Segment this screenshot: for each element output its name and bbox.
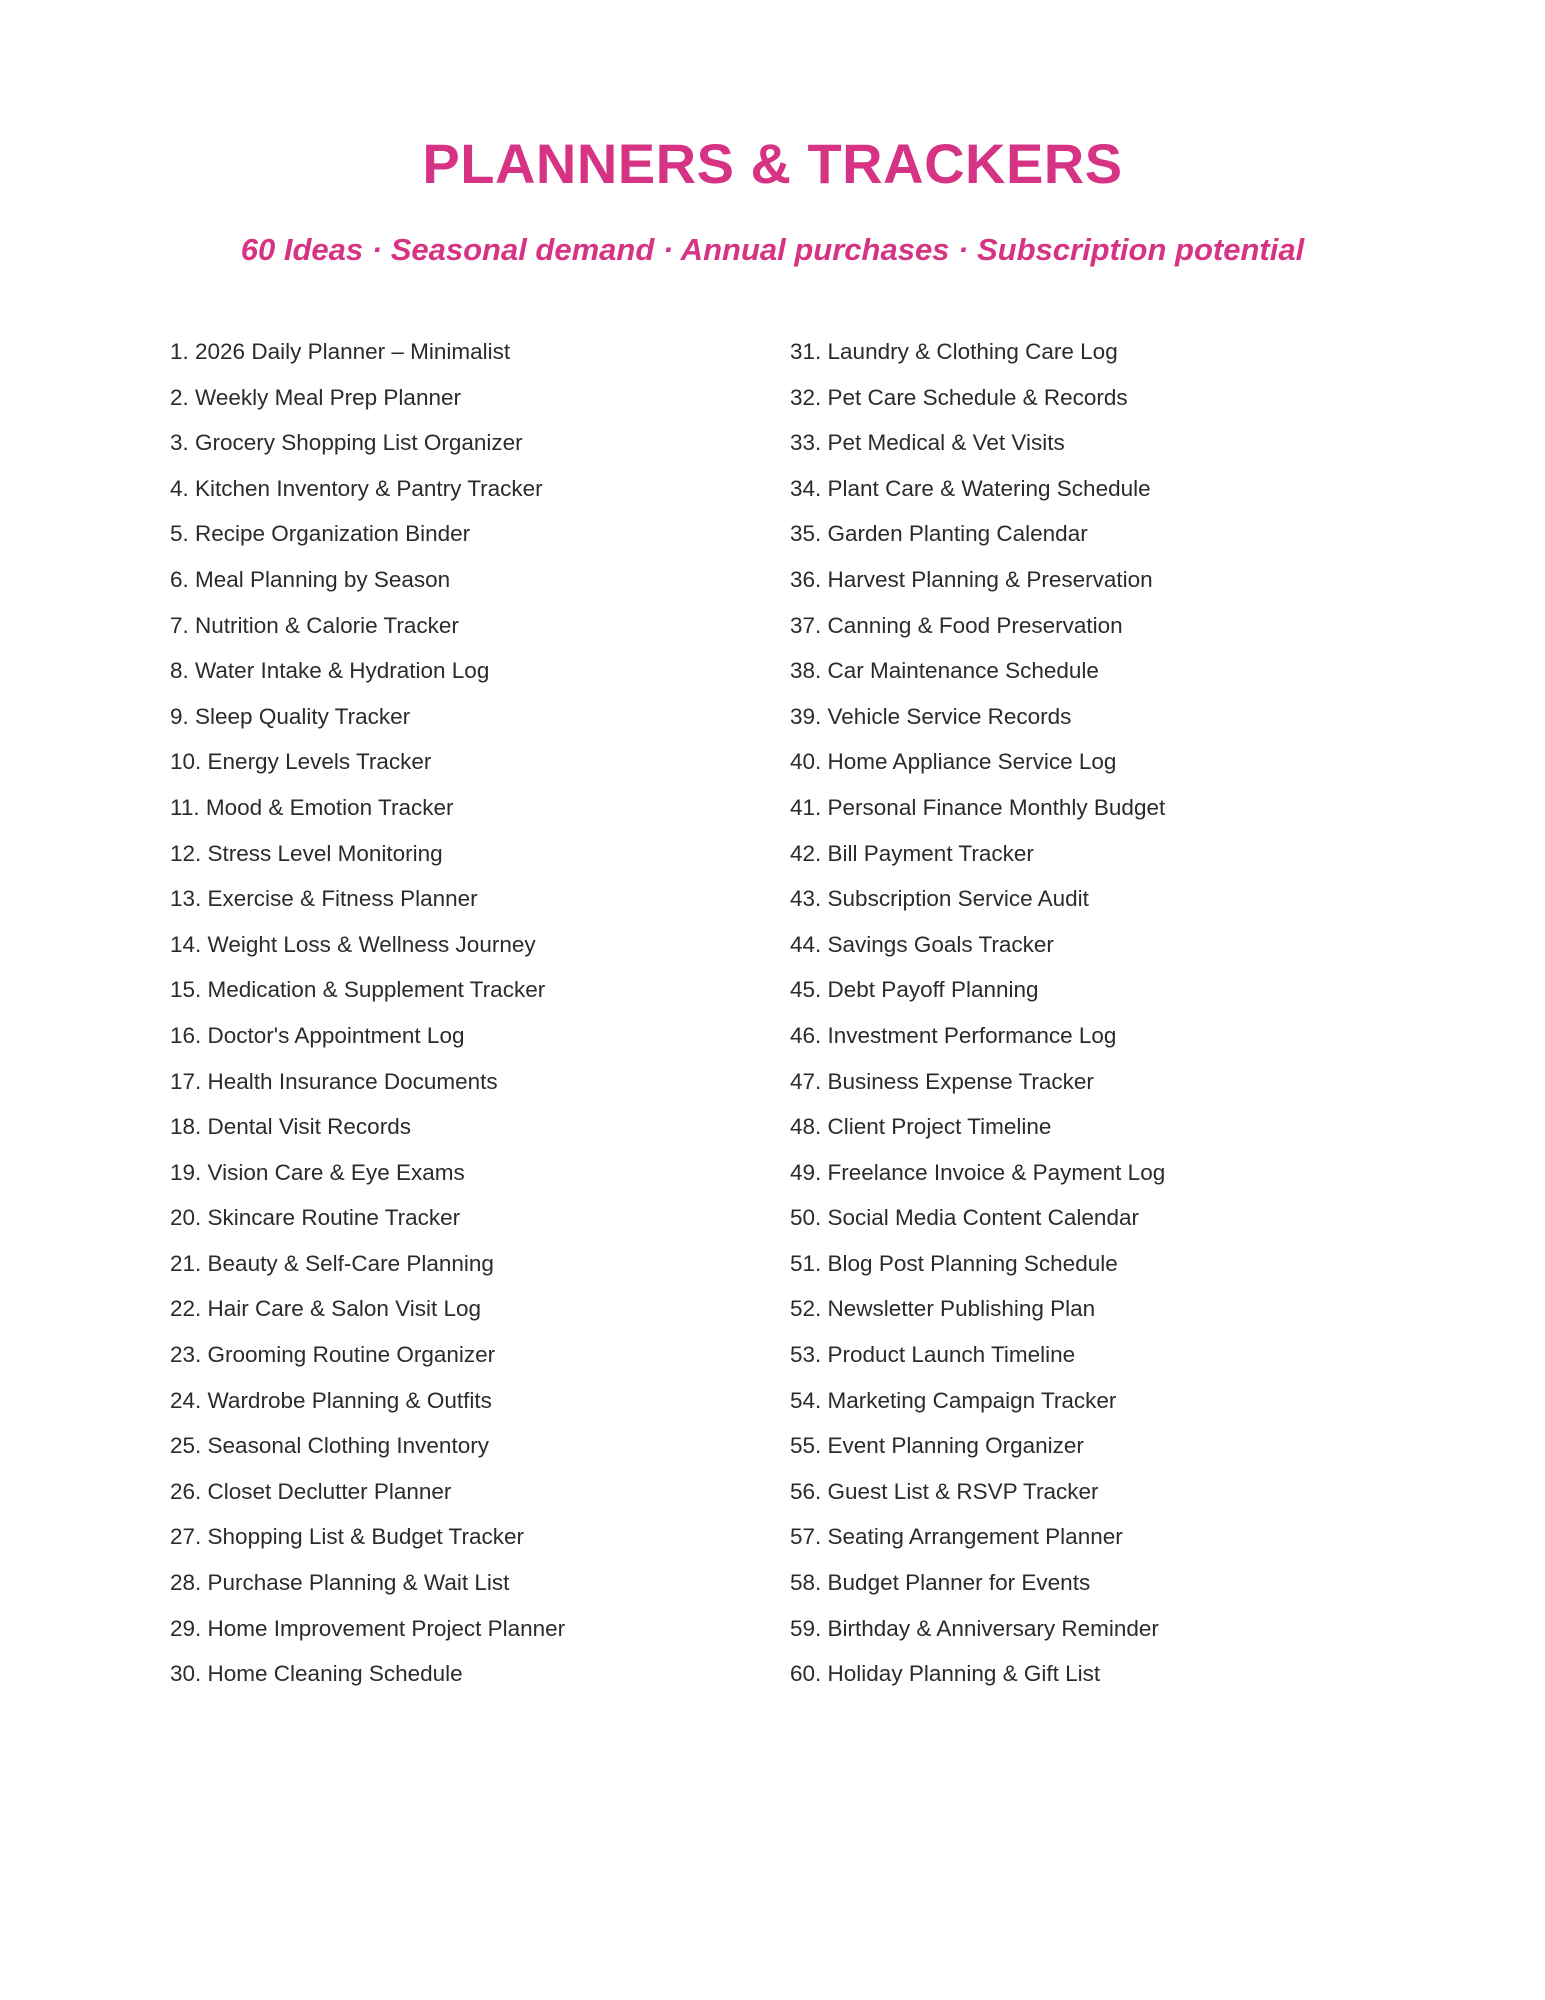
- list-item: 26. Closet Declutter Planner: [170, 1478, 452, 1504]
- list-item: 49. Freelance Invoice & Payment Log: [790, 1159, 1166, 1185]
- list-item: 10. Energy Levels Tracker: [170, 749, 432, 775]
- list-item: 8. Water Intake & Hydration Log: [170, 658, 490, 684]
- list-item: 52. Newsletter Publishing Plan: [790, 1296, 1096, 1322]
- list-item: 21. Beauty & Self-Care Planning: [170, 1250, 494, 1276]
- list-item: 34. Plant Care & Watering Schedule: [790, 475, 1151, 501]
- list-item: 31. Laundry & Clothing Care Log: [790, 339, 1118, 364]
- list-item: 1. 2026 Daily Planner – Minimalist: [170, 339, 511, 364]
- list-item: 44. Savings Goals Tracker: [790, 931, 1054, 957]
- ideas-list-right-column: [790, 329, 1430, 1697]
- list-item: 12. Stress Level Monitoring: [170, 840, 443, 866]
- list-item: 37. Canning & Food Preservation: [790, 612, 1123, 638]
- list-item: 54. Marketing Campaign Tracker: [790, 1387, 1117, 1413]
- list-item: 11. Mood & Emotion Tracker: [170, 794, 454, 820]
- list-item: 20. Skincare Routine Tracker: [170, 1205, 461, 1231]
- list-item: 25. Seasonal Clothing Inventory: [170, 1433, 489, 1459]
- list-item: 33. Pet Medical & Vet Visits: [790, 430, 1065, 456]
- list-item: 15. Medication & Supplement Tracker: [170, 977, 546, 1003]
- list-item: 53. Product Launch Timeline: [790, 1342, 1076, 1368]
- list-item: 38. Car Maintenance Schedule: [790, 658, 1099, 684]
- list-item: 45. Debt Payoff Planning: [790, 977, 1039, 1003]
- list-item: 55. Event Planning Organizer: [790, 1433, 1084, 1459]
- list-item: 30. Home Cleaning Schedule: [170, 1661, 463, 1687]
- list-item: 36. Harvest Planning & Preservation: [790, 566, 1153, 592]
- list-item: 5. Recipe Organization Binder: [170, 521, 471, 547]
- list-item: 13. Exercise & Fitness Planner: [170, 886, 478, 912]
- list-item: 47. Business Expense Tracker: [790, 1068, 1094, 1094]
- list-item: 6. Meal Planning by Season: [170, 566, 451, 592]
- ideas-list-left-column: [170, 329, 770, 1697]
- list-item: 48. Client Project Timeline: [790, 1114, 1052, 1140]
- list-item: 27. Shopping List & Budget Tracker: [170, 1524, 524, 1550]
- list-item: 46. Investment Performance Log: [790, 1022, 1117, 1048]
- list-item: 9. Sleep Quality Tracker: [170, 703, 411, 729]
- list-item: 51. Blog Post Planning Schedule: [790, 1250, 1118, 1276]
- list-item: 14. Weight Loss & Wellness Journey: [170, 931, 536, 957]
- list-item: 24. Wardrobe Planning & Outfits: [170, 1387, 492, 1413]
- page-title: PLANNERS & TRACKERS: [422, 132, 1123, 195]
- list-item: 17. Health Insurance Documents: [170, 1068, 498, 1094]
- list-item: 23. Grooming Routine Organizer: [170, 1342, 496, 1368]
- list-item: 22. Hair Care & Salon Visit Log: [170, 1296, 482, 1322]
- list-item: 58. Budget Planner for Events: [790, 1570, 1091, 1596]
- list-item: 41. Personal Finance Monthly Budget: [790, 794, 1166, 820]
- list-item: 7. Nutrition & Calorie Tracker: [170, 612, 459, 638]
- list-item: 32. Pet Care Schedule & Records: [790, 384, 1128, 410]
- list-item: 50. Social Media Content Calendar: [790, 1205, 1139, 1231]
- list-item: 18. Dental Visit Records: [170, 1114, 411, 1140]
- list-item: 2. Weekly Meal Prep Planner: [170, 384, 461, 410]
- list-item: 57. Seating Arrangement Planner: [790, 1524, 1123, 1550]
- list-item: 29. Home Improvement Project Planner: [170, 1615, 566, 1641]
- list-item: 42. Bill Payment Tracker: [790, 840, 1034, 866]
- list-item: 19. Vision Care & Eye Exams: [170, 1159, 465, 1185]
- list-item: 56. Guest List & RSVP Tracker: [790, 1478, 1099, 1504]
- list-item: 16. Doctor's Appointment Log: [170, 1022, 465, 1048]
- list-item: 28. Purchase Planning & Wait List: [170, 1570, 510, 1596]
- list-item: 60. Holiday Planning & Gift List: [790, 1661, 1101, 1687]
- list-item: 43. Subscription Service Audit: [790, 886, 1089, 912]
- list-item: 59. Birthday & Anniversary Reminder: [790, 1615, 1159, 1641]
- list-item: 3. Grocery Shopping List Organizer: [170, 430, 523, 456]
- list-item: 35. Garden Planting Calendar: [790, 521, 1088, 547]
- list-item: 40. Home Appliance Service Log: [790, 749, 1117, 775]
- page-subtitle: 60 Ideas · Seasonal demand · Annual purchases · Subscription potential: [240, 232, 1305, 267]
- list-item: 4. Kitchen Inventory & Pantry Tracker: [170, 475, 543, 501]
- list-item: 39. Vehicle Service Records: [790, 703, 1072, 729]
